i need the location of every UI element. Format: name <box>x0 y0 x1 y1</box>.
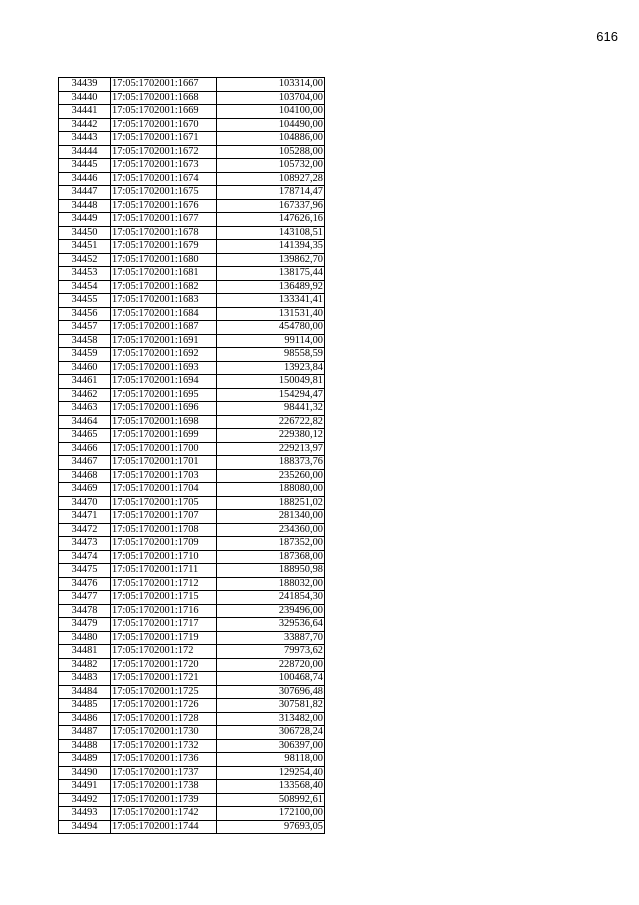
cadastral-value-table <box>58 77 325 834</box>
cadastral-number-cell: 17:05:1702001:1696 <box>111 402 217 416</box>
table-row <box>59 510 325 524</box>
value-cell: 454780,00 <box>217 321 325 335</box>
table-row <box>59 294 325 308</box>
table-row <box>59 483 325 497</box>
value-cell: 241854,30 <box>217 591 325 605</box>
cadastral-number-cell: 17:05:1702001:1681 <box>111 267 217 281</box>
table-row <box>59 618 325 632</box>
row-number-cell: 34461 <box>59 375 111 389</box>
table-row <box>59 78 325 92</box>
row-number-cell: 34443 <box>59 132 111 146</box>
cadastral-number-cell: 17:05:1702001:1716 <box>111 604 217 618</box>
table-row <box>59 604 325 618</box>
table-row <box>59 145 325 159</box>
cadastral-number-cell: 17:05:1702001:1680 <box>111 253 217 267</box>
value-cell: 105732,00 <box>217 159 325 173</box>
row-number-cell: 34440 <box>59 91 111 105</box>
row-number-cell: 34439 <box>59 78 111 92</box>
table-row <box>59 739 325 753</box>
row-number-cell: 34460 <box>59 361 111 375</box>
cadastral-number-cell: 17:05:1702001:1739 <box>111 793 217 807</box>
value-cell: 99114,00 <box>217 334 325 348</box>
row-number-cell: 34449 <box>59 213 111 227</box>
cadastral-number-cell: 17:05:1702001:1675 <box>111 186 217 200</box>
cadastral-number-cell: 17:05:1702001:1699 <box>111 429 217 443</box>
table-row <box>59 780 325 794</box>
value-cell: 178714,47 <box>217 186 325 200</box>
row-number-cell: 34464 <box>59 415 111 429</box>
value-cell: 147626,16 <box>217 213 325 227</box>
cadastral-number-cell: 17:05:1702001:1705 <box>111 496 217 510</box>
row-number-cell: 34455 <box>59 294 111 308</box>
cadastral-number-cell: 17:05:1702001:1677 <box>111 213 217 227</box>
table-row <box>59 118 325 132</box>
cadastral-number-cell: 17:05:1702001:1694 <box>111 375 217 389</box>
row-number-cell: 34447 <box>59 186 111 200</box>
value-cell: 100468,74 <box>217 672 325 686</box>
table-row <box>59 199 325 213</box>
value-cell: 98441,32 <box>217 402 325 416</box>
value-cell: 141394,35 <box>217 240 325 254</box>
table-row <box>59 712 325 726</box>
table-row <box>59 564 325 578</box>
row-number-cell: 34441 <box>59 105 111 119</box>
value-cell: 306397,00 <box>217 739 325 753</box>
table-row <box>59 456 325 470</box>
row-number-cell: 34463 <box>59 402 111 416</box>
row-number-cell: 34492 <box>59 793 111 807</box>
row-number-cell: 34493 <box>59 807 111 821</box>
table-row <box>59 550 325 564</box>
row-number-cell: 34446 <box>59 172 111 186</box>
value-cell: 98118,00 <box>217 753 325 767</box>
row-number-cell: 34459 <box>59 348 111 362</box>
value-cell: 229213,97 <box>217 442 325 456</box>
row-number-cell: 34454 <box>59 280 111 294</box>
cadastral-number-cell: 17:05:1702001:1717 <box>111 618 217 632</box>
value-cell: 133341,41 <box>217 294 325 308</box>
table-row <box>59 132 325 146</box>
table-row <box>59 415 325 429</box>
row-number-cell: 34475 <box>59 564 111 578</box>
row-number-cell: 34479 <box>59 618 111 632</box>
row-number-cell: 34450 <box>59 226 111 240</box>
row-number-cell: 34472 <box>59 523 111 537</box>
cadastral-number-cell: 17:05:1702001:1687 <box>111 321 217 335</box>
row-number-cell: 34470 <box>59 496 111 510</box>
cadastral-number-cell: 17:05:1702001:1693 <box>111 361 217 375</box>
value-cell: 129254,40 <box>217 766 325 780</box>
value-cell: 508992,61 <box>217 793 325 807</box>
cadastral-number-cell: 17:05:1702001:1742 <box>111 807 217 821</box>
table-row <box>59 402 325 416</box>
table-row <box>59 631 325 645</box>
table-row <box>59 334 325 348</box>
row-number-cell: 34462 <box>59 388 111 402</box>
row-number-cell: 34484 <box>59 685 111 699</box>
value-cell: 97693,05 <box>217 820 325 834</box>
row-number-cell: 34477 <box>59 591 111 605</box>
table-row <box>59 429 325 443</box>
value-cell: 136489,92 <box>217 280 325 294</box>
value-cell: 239496,00 <box>217 604 325 618</box>
row-number-cell: 34453 <box>59 267 111 281</box>
table-row <box>59 105 325 119</box>
cadastral-number-cell: 17:05:1702001:1728 <box>111 712 217 726</box>
value-cell: 307581,82 <box>217 699 325 713</box>
value-cell: 154294,47 <box>217 388 325 402</box>
row-number-cell: 34483 <box>59 672 111 686</box>
cadastral-number-cell: 17:05:1702001:1732 <box>111 739 217 753</box>
cadastral-number-cell: 17:05:1702001:1695 <box>111 388 217 402</box>
cadastral-number-cell: 17:05:1702001:1676 <box>111 199 217 213</box>
table-row <box>59 159 325 173</box>
value-cell: 98558,59 <box>217 348 325 362</box>
value-cell: 281340,00 <box>217 510 325 524</box>
value-cell: 103704,00 <box>217 91 325 105</box>
cadastral-number-cell: 17:05:1702001:1673 <box>111 159 217 173</box>
table-row <box>59 213 325 227</box>
cadastral-number-cell: 17:05:1702001:1668 <box>111 91 217 105</box>
table-row <box>59 469 325 483</box>
row-number-cell: 34451 <box>59 240 111 254</box>
cadastral-number-cell: 17:05:1702001:1669 <box>111 105 217 119</box>
row-number-cell: 34488 <box>59 739 111 753</box>
row-number-cell: 34485 <box>59 699 111 713</box>
table-row <box>59 753 325 767</box>
cadastral-number-cell: 17:05:1702001:1710 <box>111 550 217 564</box>
table-body <box>59 78 325 834</box>
value-cell: 139862,70 <box>217 253 325 267</box>
row-number-cell: 34456 <box>59 307 111 321</box>
row-number-cell: 34458 <box>59 334 111 348</box>
row-number-cell: 34448 <box>59 199 111 213</box>
cadastral-number-cell: 17:05:1702001:1684 <box>111 307 217 321</box>
row-number-cell: 34487 <box>59 726 111 740</box>
row-number-cell: 34473 <box>59 537 111 551</box>
row-number-cell: 34478 <box>59 604 111 618</box>
row-number-cell: 34480 <box>59 631 111 645</box>
row-number-cell: 34467 <box>59 456 111 470</box>
cadastral-number-cell: 17:05:1702001:1725 <box>111 685 217 699</box>
cadastral-number-cell: 17:05:1702001:1674 <box>111 172 217 186</box>
table-row <box>59 267 325 281</box>
row-number-cell: 34465 <box>59 429 111 443</box>
table-row <box>59 645 325 659</box>
table-row <box>59 577 325 591</box>
table-row <box>59 442 325 456</box>
row-number-cell: 34474 <box>59 550 111 564</box>
cadastral-number-cell: 17:05:1702001:1726 <box>111 699 217 713</box>
cadastral-number-cell: 17:05:1702001:1736 <box>111 753 217 767</box>
row-number-cell: 34442 <box>59 118 111 132</box>
value-cell: 307696,48 <box>217 685 325 699</box>
row-number-cell: 34491 <box>59 780 111 794</box>
table-row <box>59 280 325 294</box>
table-row <box>59 388 325 402</box>
value-cell: 133568,40 <box>217 780 325 794</box>
page-number: 616 <box>596 29 618 44</box>
cadastral-number-cell: 17:05:1702001:1719 <box>111 631 217 645</box>
value-cell: 188032,00 <box>217 577 325 591</box>
table-row <box>59 348 325 362</box>
table-row <box>59 766 325 780</box>
table-row <box>59 375 325 389</box>
value-cell: 188080,00 <box>217 483 325 497</box>
table-row <box>59 172 325 186</box>
cadastral-number-cell: 17:05:1702001:1715 <box>111 591 217 605</box>
cadastral-number-cell: 17:05:1702001:172 <box>111 645 217 659</box>
table-row <box>59 240 325 254</box>
value-cell: 138175,44 <box>217 267 325 281</box>
value-cell: 150049,81 <box>217 375 325 389</box>
cadastral-number-cell: 17:05:1702001:1700 <box>111 442 217 456</box>
cadastral-number-cell: 17:05:1702001:1682 <box>111 280 217 294</box>
table-row <box>59 537 325 551</box>
cadastral-number-cell: 17:05:1702001:1679 <box>111 240 217 254</box>
cadastral-number-cell: 17:05:1702001:1737 <box>111 766 217 780</box>
table-row <box>59 820 325 834</box>
cadastral-number-cell: 17:05:1702001:1670 <box>111 118 217 132</box>
cadastral-number-cell: 17:05:1702001:1720 <box>111 658 217 672</box>
cadastral-number-cell: 17:05:1702001:1692 <box>111 348 217 362</box>
value-cell: 188950,98 <box>217 564 325 578</box>
value-cell: 188251,02 <box>217 496 325 510</box>
row-number-cell: 34457 <box>59 321 111 335</box>
table-row <box>59 307 325 321</box>
value-cell: 13923,84 <box>217 361 325 375</box>
table-row <box>59 685 325 699</box>
row-number-cell: 34452 <box>59 253 111 267</box>
cadastral-number-cell: 17:05:1702001:1691 <box>111 334 217 348</box>
cadastral-number-cell: 17:05:1702001:1671 <box>111 132 217 146</box>
row-number-cell: 34469 <box>59 483 111 497</box>
row-number-cell: 34476 <box>59 577 111 591</box>
table-row <box>59 699 325 713</box>
cadastral-number-cell: 17:05:1702001:1698 <box>111 415 217 429</box>
value-cell: 235260,00 <box>217 469 325 483</box>
value-cell: 103314,00 <box>217 78 325 92</box>
cadastral-number-cell: 17:05:1702001:1730 <box>111 726 217 740</box>
table-row <box>59 793 325 807</box>
value-cell: 187352,00 <box>217 537 325 551</box>
row-number-cell: 34490 <box>59 766 111 780</box>
table-row <box>59 496 325 510</box>
row-number-cell: 34481 <box>59 645 111 659</box>
table-row <box>59 321 325 335</box>
cadastral-number-cell: 17:05:1702001:1703 <box>111 469 217 483</box>
value-cell: 226722,82 <box>217 415 325 429</box>
value-cell: 167337,96 <box>217 199 325 213</box>
value-cell: 104490,00 <box>217 118 325 132</box>
value-cell: 108927,28 <box>217 172 325 186</box>
cadastral-number-cell: 17:05:1702001:1711 <box>111 564 217 578</box>
row-number-cell: 34466 <box>59 442 111 456</box>
row-number-cell: 34444 <box>59 145 111 159</box>
cadastral-number-cell: 17:05:1702001:1738 <box>111 780 217 794</box>
cadastral-number-cell: 17:05:1702001:1712 <box>111 577 217 591</box>
row-number-cell: 34482 <box>59 658 111 672</box>
value-cell: 228720,00 <box>217 658 325 672</box>
table-row <box>59 591 325 605</box>
cadastral-number-cell: 17:05:1702001:1667 <box>111 78 217 92</box>
value-cell: 329536,64 <box>217 618 325 632</box>
table-row <box>59 807 325 821</box>
table-row <box>59 253 325 267</box>
cadastral-number-cell: 17:05:1702001:1721 <box>111 672 217 686</box>
value-cell: 187368,00 <box>217 550 325 564</box>
table-row <box>59 91 325 105</box>
cadastral-number-cell: 17:05:1702001:1709 <box>111 537 217 551</box>
cadastral-number-cell: 17:05:1702001:1672 <box>111 145 217 159</box>
value-cell: 143108,51 <box>217 226 325 240</box>
row-number-cell: 34489 <box>59 753 111 767</box>
value-cell: 313482,00 <box>217 712 325 726</box>
value-cell: 188373,76 <box>217 456 325 470</box>
value-cell: 104886,00 <box>217 132 325 146</box>
cadastral-number-cell: 17:05:1702001:1744 <box>111 820 217 834</box>
cadastral-number-cell: 17:05:1702001:1683 <box>111 294 217 308</box>
value-cell: 234360,00 <box>217 523 325 537</box>
value-cell: 79973,62 <box>217 645 325 659</box>
table-row <box>59 226 325 240</box>
cadastral-number-cell: 17:05:1702001:1704 <box>111 483 217 497</box>
value-cell: 105288,00 <box>217 145 325 159</box>
row-number-cell: 34486 <box>59 712 111 726</box>
table-row <box>59 361 325 375</box>
cadastral-number-cell: 17:05:1702001:1678 <box>111 226 217 240</box>
value-cell: 33887,70 <box>217 631 325 645</box>
row-number-cell: 34468 <box>59 469 111 483</box>
table-row <box>59 523 325 537</box>
value-cell: 104100,00 <box>217 105 325 119</box>
table-row <box>59 672 325 686</box>
table-row <box>59 186 325 200</box>
cadastral-number-cell: 17:05:1702001:1701 <box>111 456 217 470</box>
value-cell: 306728,24 <box>217 726 325 740</box>
value-cell: 172100,00 <box>217 807 325 821</box>
row-number-cell: 34471 <box>59 510 111 524</box>
table-row <box>59 658 325 672</box>
value-cell: 229380,12 <box>217 429 325 443</box>
cadastral-number-cell: 17:05:1702001:1708 <box>111 523 217 537</box>
row-number-cell: 34445 <box>59 159 111 173</box>
table-row <box>59 726 325 740</box>
cadastral-number-cell: 17:05:1702001:1707 <box>111 510 217 524</box>
row-number-cell: 34494 <box>59 820 111 834</box>
value-cell: 131531,40 <box>217 307 325 321</box>
